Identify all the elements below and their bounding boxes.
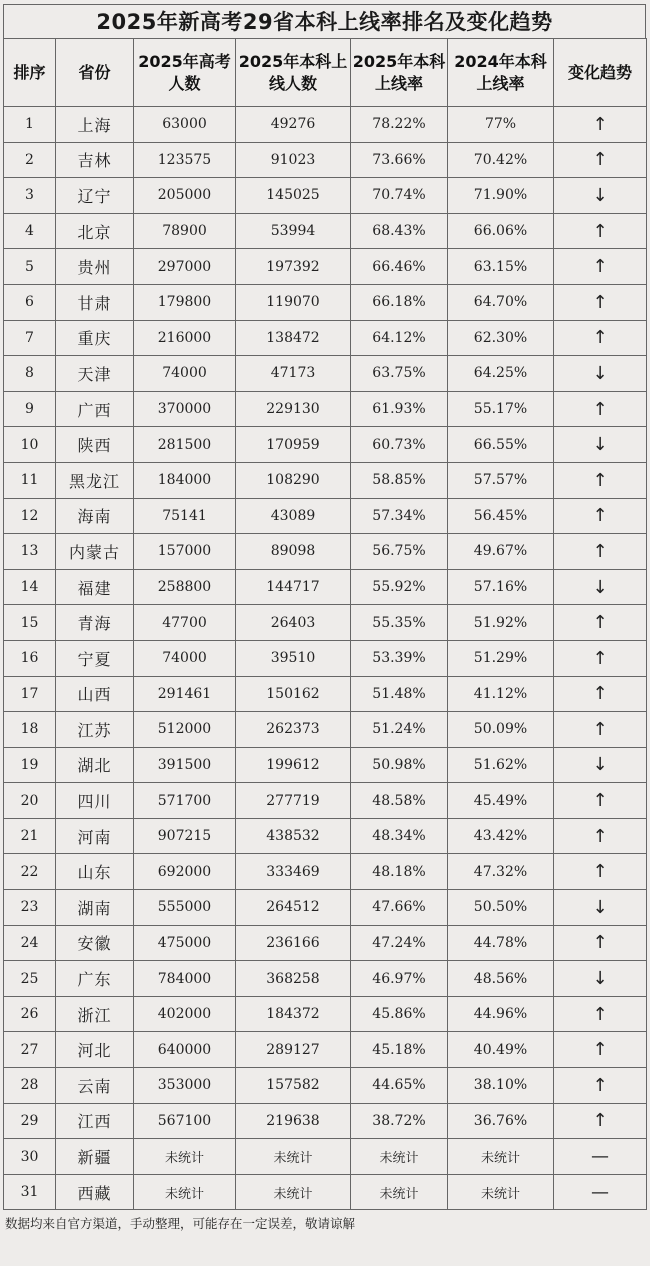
trend-up-arrow-icon: ↑ xyxy=(554,213,647,249)
admitted-cell: 89098 xyxy=(236,534,351,570)
rate-2024-cell: 44.78% xyxy=(448,925,554,961)
table-row xyxy=(4,569,647,605)
admitted-cell: 150162 xyxy=(236,676,351,712)
table-row xyxy=(4,178,647,214)
footer-note: 数据均来自官方渠道，手动整理，可能存在一定误差，敬请谅解 xyxy=(5,1216,356,1232)
rate-2024-cell: 50.09% xyxy=(448,712,554,748)
rate-2024-cell: 71.90% xyxy=(448,178,554,214)
rate-2024-cell: 66.55% xyxy=(448,427,554,463)
province-cell: 黑龙江 xyxy=(56,462,134,498)
trend-down-arrow-icon: ↓ xyxy=(554,569,647,605)
rank-cell: 19 xyxy=(4,747,56,783)
trend-down-arrow-icon: ↓ xyxy=(554,890,647,926)
rate-2025-cell: 48.58% xyxy=(351,783,448,819)
rank-cell: 6 xyxy=(4,284,56,320)
admitted-cell: 26403 xyxy=(236,605,351,641)
province-cell: 宁夏 xyxy=(56,640,134,676)
rank-cell: 24 xyxy=(4,925,56,961)
rank-cell: 11 xyxy=(4,462,56,498)
rate-2025-cell: 48.18% xyxy=(351,854,448,890)
admitted-cell: 43089 xyxy=(236,498,351,534)
header-row xyxy=(4,39,647,107)
province-cell: 江苏 xyxy=(56,712,134,748)
rank-cell: 27 xyxy=(4,1032,56,1068)
rate-2024-cell: 57.16% xyxy=(448,569,554,605)
ranking-table xyxy=(3,38,647,1210)
rate-2024-cell: 64.25% xyxy=(448,356,554,392)
examinees-cell: 391500 xyxy=(134,747,236,783)
header-province: 省份 xyxy=(56,39,134,107)
admitted-cell: 157582 xyxy=(236,1068,351,1104)
rank-cell: 14 xyxy=(4,569,56,605)
rate-2025-cell: 60.73% xyxy=(351,427,448,463)
trend-up-arrow-icon: ↑ xyxy=(554,1103,647,1139)
examinees-cell: 475000 xyxy=(134,925,236,961)
table-row xyxy=(4,107,647,143)
examinees-cell: 未统计 xyxy=(134,1174,236,1210)
rank-cell: 3 xyxy=(4,178,56,214)
table-row xyxy=(4,676,647,712)
province-cell: 四川 xyxy=(56,783,134,819)
rate-2025-cell: 未统计 xyxy=(351,1139,448,1175)
province-cell: 上海 xyxy=(56,107,134,143)
admitted-cell: 170959 xyxy=(236,427,351,463)
table-row xyxy=(4,605,647,641)
rate-2024-cell: 49.67% xyxy=(448,534,554,570)
trend-down-arrow-icon: ↓ xyxy=(554,961,647,997)
trend-up-arrow-icon: ↑ xyxy=(554,783,647,819)
province-cell: 海南 xyxy=(56,498,134,534)
trend-up-arrow-icon: ↑ xyxy=(554,818,647,854)
table-body xyxy=(4,107,647,1210)
examinees-cell: 370000 xyxy=(134,391,236,427)
examinees-cell: 291461 xyxy=(134,676,236,712)
trend-up-arrow-icon: ↑ xyxy=(554,498,647,534)
rate-2024-cell: 45.49% xyxy=(448,783,554,819)
rate-2025-cell: 58.85% xyxy=(351,462,448,498)
trend-up-arrow-icon: ↑ xyxy=(554,712,647,748)
examinees-cell: 567100 xyxy=(134,1103,236,1139)
admitted-cell: 199612 xyxy=(236,747,351,783)
table-title: 2025年新高考29省本科上线率排名及变化趋势 xyxy=(3,4,646,38)
table-row xyxy=(4,712,647,748)
rank-cell: 7 xyxy=(4,320,56,356)
admitted-cell: 144717 xyxy=(236,569,351,605)
rate-2024-cell: 47.32% xyxy=(448,854,554,890)
table-row xyxy=(4,1068,647,1104)
table-row xyxy=(4,391,647,427)
admitted-cell: 438532 xyxy=(236,818,351,854)
table-row xyxy=(4,534,647,570)
admitted-cell: 145025 xyxy=(236,178,351,214)
province-cell: 安徽 xyxy=(56,925,134,961)
header-2025-rate: 2025年本科上线率 xyxy=(351,39,448,107)
table-row xyxy=(4,783,647,819)
rate-2024-cell: 43.42% xyxy=(448,818,554,854)
rank-cell: 17 xyxy=(4,676,56,712)
trend-up-arrow-icon: ↑ xyxy=(554,391,647,427)
trend-up-arrow-icon: ↑ xyxy=(554,107,647,143)
rate-2024-cell: 40.49% xyxy=(448,1032,554,1068)
table-row xyxy=(4,320,647,356)
province-cell: 山西 xyxy=(56,676,134,712)
rate-2025-cell: 38.72% xyxy=(351,1103,448,1139)
rank-cell: 23 xyxy=(4,890,56,926)
examinees-cell: 258800 xyxy=(134,569,236,605)
province-cell: 贵州 xyxy=(56,249,134,285)
rate-2025-cell: 64.12% xyxy=(351,320,448,356)
province-cell: 内蒙古 xyxy=(56,534,134,570)
rate-2024-cell: 44.96% xyxy=(448,996,554,1032)
examinees-cell: 74000 xyxy=(134,640,236,676)
rank-cell: 10 xyxy=(4,427,56,463)
table-row xyxy=(4,996,647,1032)
rate-2024-cell: 51.29% xyxy=(448,640,554,676)
province-cell: 广东 xyxy=(56,961,134,997)
admitted-cell: 333469 xyxy=(236,854,351,890)
examinees-cell: 184000 xyxy=(134,462,236,498)
admitted-cell: 219638 xyxy=(236,1103,351,1139)
examinees-cell: 784000 xyxy=(134,961,236,997)
rate-2025-cell: 73.66% xyxy=(351,142,448,178)
trend-up-arrow-icon: ↑ xyxy=(554,534,647,570)
rank-cell: 25 xyxy=(4,961,56,997)
trend-up-arrow-icon: ↑ xyxy=(554,676,647,712)
admitted-cell: 未统计 xyxy=(236,1174,351,1210)
trend-up-arrow-icon: ↑ xyxy=(554,854,647,890)
province-cell: 辽宁 xyxy=(56,178,134,214)
rank-cell: 31 xyxy=(4,1174,56,1210)
admitted-cell: 未统计 xyxy=(236,1139,351,1175)
rank-cell: 28 xyxy=(4,1068,56,1104)
trend-up-arrow-icon: ↑ xyxy=(554,996,647,1032)
rank-cell: 13 xyxy=(4,534,56,570)
examinees-cell: 692000 xyxy=(134,854,236,890)
province-cell: 新疆 xyxy=(56,1139,134,1175)
ranking-table-container xyxy=(3,4,646,1232)
admitted-cell: 229130 xyxy=(236,391,351,427)
trend-down-arrow-icon: ↓ xyxy=(554,747,647,783)
rank-cell: 20 xyxy=(4,783,56,819)
admitted-cell: 262373 xyxy=(236,712,351,748)
table-row xyxy=(4,925,647,961)
province-cell: 福建 xyxy=(56,569,134,605)
rate-2025-cell: 50.98% xyxy=(351,747,448,783)
rank-cell: 16 xyxy=(4,640,56,676)
table-row xyxy=(4,1103,647,1139)
rate-2025-cell: 53.39% xyxy=(351,640,448,676)
rank-cell: 5 xyxy=(4,249,56,285)
rate-2025-cell: 66.18% xyxy=(351,284,448,320)
rate-2025-cell: 56.75% xyxy=(351,534,448,570)
rate-2025-cell: 未统计 xyxy=(351,1174,448,1210)
admitted-cell: 39510 xyxy=(236,640,351,676)
rate-2025-cell: 55.92% xyxy=(351,569,448,605)
rate-2025-cell: 70.74% xyxy=(351,178,448,214)
rate-2024-cell: 62.30% xyxy=(448,320,554,356)
trend-up-arrow-icon: ↑ xyxy=(554,640,647,676)
examinees-cell: 157000 xyxy=(134,534,236,570)
table-row xyxy=(4,818,647,854)
admitted-cell: 108290 xyxy=(236,462,351,498)
table-row xyxy=(4,1139,647,1175)
province-cell: 重庆 xyxy=(56,320,134,356)
rate-2025-cell: 45.86% xyxy=(351,996,448,1032)
examinees-cell: 907215 xyxy=(134,818,236,854)
rate-2025-cell: 78.22% xyxy=(351,107,448,143)
table-row xyxy=(4,640,647,676)
examinees-cell: 555000 xyxy=(134,890,236,926)
trend-down-arrow-icon: ↓ xyxy=(554,427,647,463)
admitted-cell: 49276 xyxy=(236,107,351,143)
header-trend: 变化趋势 xyxy=(554,39,647,107)
examinees-cell: 297000 xyxy=(134,249,236,285)
trend-up-arrow-icon: ↑ xyxy=(554,249,647,285)
rate-2024-cell: 未统计 xyxy=(448,1174,554,1210)
province-cell: 湖南 xyxy=(56,890,134,926)
province-cell: 广西 xyxy=(56,391,134,427)
examinees-cell: 353000 xyxy=(134,1068,236,1104)
header-2025-examinees: 2025年高考人数 xyxy=(134,39,236,107)
rate-2025-cell: 66.46% xyxy=(351,249,448,285)
province-cell: 北京 xyxy=(56,213,134,249)
admitted-cell: 119070 xyxy=(236,284,351,320)
examinees-cell: 179800 xyxy=(134,284,236,320)
admitted-cell: 91023 xyxy=(236,142,351,178)
examinees-cell: 123575 xyxy=(134,142,236,178)
rank-cell: 9 xyxy=(4,391,56,427)
table-row xyxy=(4,213,647,249)
rate-2024-cell: 41.12% xyxy=(448,676,554,712)
trend-up-arrow-icon: ↑ xyxy=(554,284,647,320)
rate-2024-cell: 56.45% xyxy=(448,498,554,534)
rank-cell: 1 xyxy=(4,107,56,143)
rate-2024-cell: 未统计 xyxy=(448,1139,554,1175)
rate-2025-cell: 61.93% xyxy=(351,391,448,427)
rank-cell: 15 xyxy=(4,605,56,641)
rate-2024-cell: 51.62% xyxy=(448,747,554,783)
admitted-cell: 264512 xyxy=(236,890,351,926)
admitted-cell: 197392 xyxy=(236,249,351,285)
rate-2025-cell: 47.66% xyxy=(351,890,448,926)
rank-cell: 22 xyxy=(4,854,56,890)
admitted-cell: 277719 xyxy=(236,783,351,819)
admitted-cell: 53994 xyxy=(236,213,351,249)
rate-2024-cell: 70.42% xyxy=(448,142,554,178)
province-cell: 河南 xyxy=(56,818,134,854)
examinees-cell: 402000 xyxy=(134,996,236,1032)
rank-cell: 12 xyxy=(4,498,56,534)
trend-up-arrow-icon: ↑ xyxy=(554,605,647,641)
table-row xyxy=(4,1174,647,1210)
table-row xyxy=(4,747,647,783)
rank-cell: 2 xyxy=(4,142,56,178)
province-cell: 天津 xyxy=(56,356,134,392)
rank-cell: 30 xyxy=(4,1139,56,1175)
examinees-cell: 未统计 xyxy=(134,1139,236,1175)
examinees-cell: 47700 xyxy=(134,605,236,641)
rate-2024-cell: 51.92% xyxy=(448,605,554,641)
trend-down-arrow-icon: ↓ xyxy=(554,178,647,214)
rate-2025-cell: 63.75% xyxy=(351,356,448,392)
rate-2024-cell: 66.06% xyxy=(448,213,554,249)
table-row xyxy=(4,462,647,498)
rate-2025-cell: 57.34% xyxy=(351,498,448,534)
table-row xyxy=(4,142,647,178)
table-row xyxy=(4,890,647,926)
admitted-cell: 368258 xyxy=(236,961,351,997)
header-2024-rate: 2024年本科上线率 xyxy=(448,39,554,107)
examinees-cell: 75141 xyxy=(134,498,236,534)
rank-cell: 29 xyxy=(4,1103,56,1139)
header-rank: 排序 xyxy=(4,39,56,107)
province-cell: 西藏 xyxy=(56,1174,134,1210)
examinees-cell: 281500 xyxy=(134,427,236,463)
table-row xyxy=(4,427,647,463)
rank-cell: 21 xyxy=(4,818,56,854)
admitted-cell: 184372 xyxy=(236,996,351,1032)
rate-2024-cell: 36.76% xyxy=(448,1103,554,1139)
rate-2025-cell: 44.65% xyxy=(351,1068,448,1104)
examinees-cell: 78900 xyxy=(134,213,236,249)
table-row xyxy=(4,249,647,285)
rate-2025-cell: 51.48% xyxy=(351,676,448,712)
rate-2024-cell: 57.57% xyxy=(448,462,554,498)
table-row xyxy=(4,284,647,320)
rate-2024-cell: 63.15% xyxy=(448,249,554,285)
table-row xyxy=(4,498,647,534)
province-cell: 江西 xyxy=(56,1103,134,1139)
province-cell: 云南 xyxy=(56,1068,134,1104)
province-cell: 陕西 xyxy=(56,427,134,463)
rate-2025-cell: 47.24% xyxy=(351,925,448,961)
trend-up-arrow-icon: ↑ xyxy=(554,462,647,498)
rate-2024-cell: 64.70% xyxy=(448,284,554,320)
rank-cell: 26 xyxy=(4,996,56,1032)
rate-2025-cell: 48.34% xyxy=(351,818,448,854)
admitted-cell: 47173 xyxy=(236,356,351,392)
examinees-cell: 512000 xyxy=(134,712,236,748)
rate-2024-cell: 48.56% xyxy=(448,961,554,997)
trend-up-arrow-icon: ↑ xyxy=(554,1032,647,1068)
rate-2025-cell: 68.43% xyxy=(351,213,448,249)
rate-2025-cell: 55.35% xyxy=(351,605,448,641)
examinees-cell: 74000 xyxy=(134,356,236,392)
examinees-cell: 640000 xyxy=(134,1032,236,1068)
trend-dash-icon: — xyxy=(554,1174,647,1210)
province-cell: 甘肃 xyxy=(56,284,134,320)
rate-2024-cell: 50.50% xyxy=(448,890,554,926)
rate-2025-cell: 51.24% xyxy=(351,712,448,748)
province-cell: 吉林 xyxy=(56,142,134,178)
province-cell: 青海 xyxy=(56,605,134,641)
admitted-cell: 138472 xyxy=(236,320,351,356)
header-2025-admitted: 2025年本科上线人数 xyxy=(236,39,351,107)
rank-cell: 18 xyxy=(4,712,56,748)
province-cell: 山东 xyxy=(56,854,134,890)
table-row xyxy=(4,1032,647,1068)
rate-2024-cell: 55.17% xyxy=(448,391,554,427)
rank-cell: 4 xyxy=(4,213,56,249)
table-row xyxy=(4,854,647,890)
province-cell: 河北 xyxy=(56,1032,134,1068)
examinees-cell: 571700 xyxy=(134,783,236,819)
rate-2024-cell: 77% xyxy=(448,107,554,143)
admitted-cell: 236166 xyxy=(236,925,351,961)
trend-up-arrow-icon: ↑ xyxy=(554,142,647,178)
rate-2025-cell: 45.18% xyxy=(351,1032,448,1068)
examinees-cell: 205000 xyxy=(134,178,236,214)
examinees-cell: 216000 xyxy=(134,320,236,356)
rate-2025-cell: 46.97% xyxy=(351,961,448,997)
admitted-cell: 289127 xyxy=(236,1032,351,1068)
province-cell: 浙江 xyxy=(56,996,134,1032)
trend-down-arrow-icon: ↓ xyxy=(554,356,647,392)
examinees-cell: 63000 xyxy=(134,107,236,143)
trend-up-arrow-icon: ↑ xyxy=(554,1068,647,1104)
trend-dash-icon: — xyxy=(554,1139,647,1175)
trend-up-arrow-icon: ↑ xyxy=(554,925,647,961)
table-row xyxy=(4,356,647,392)
table-row xyxy=(4,961,647,997)
trend-up-arrow-icon: ↑ xyxy=(554,320,647,356)
province-cell: 湖北 xyxy=(56,747,134,783)
rate-2024-cell: 38.10% xyxy=(448,1068,554,1104)
rank-cell: 8 xyxy=(4,356,56,392)
